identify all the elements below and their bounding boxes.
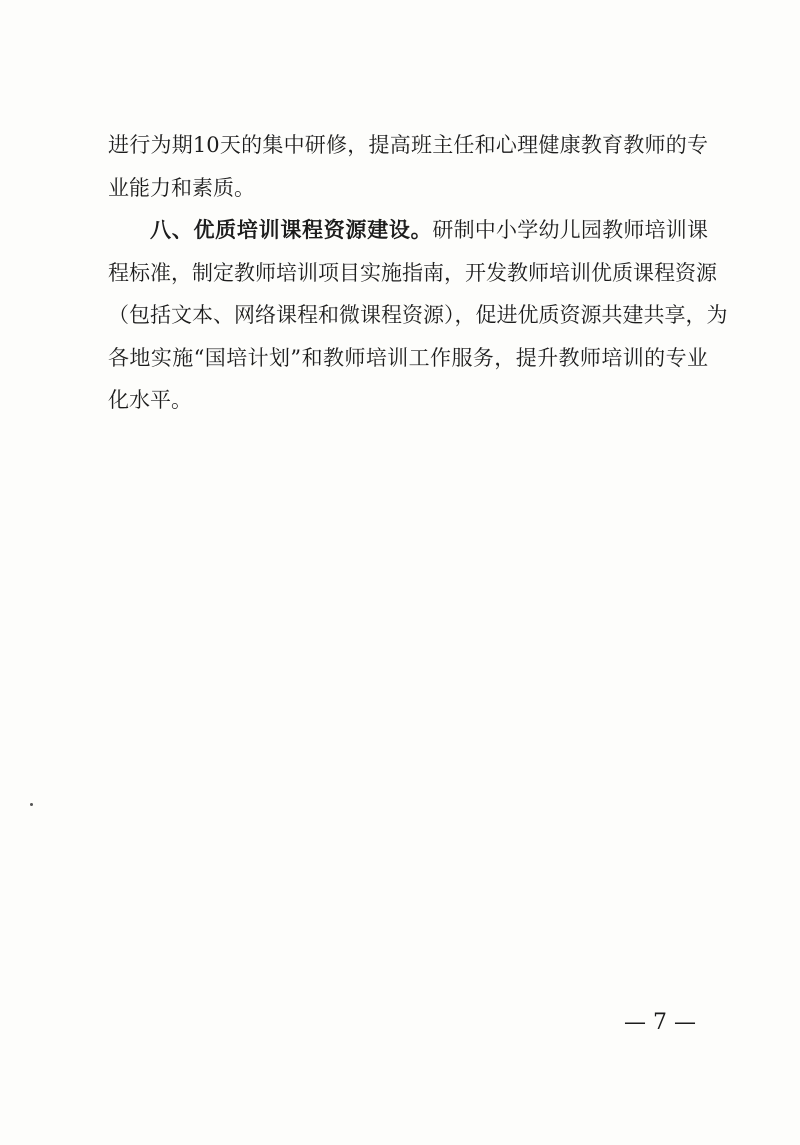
section-heading: 八、优质培训课程资源建设。 bbox=[150, 218, 433, 242]
page-number: — 7 — bbox=[624, 1010, 696, 1035]
paragraph-1-line-1: 进行为期10天的集中研修，提高班主任和心理健康教育教师的专 bbox=[108, 133, 708, 157]
paragraph-2-line-5: 化水平。 bbox=[108, 388, 192, 412]
paragraph-2-line-4: 各地实施“国培计划”和教师培训工作服务，提升教师培训的专业 bbox=[108, 345, 708, 370]
paragraph-1-line-2: 业能力和素质。 bbox=[108, 175, 255, 200]
scan-speck bbox=[30, 803, 33, 806]
paragraph-2-line-3: （包括文本、网络课程和微课程资源），促进优质资源共建共享，为 bbox=[108, 303, 728, 327]
paragraph-2-line-2: 程标准，制定教师培训项目实施指南，开发教师培训优质课程资源 bbox=[108, 260, 717, 285]
paragraph-2-line-1-text: 研制中小学幼儿园教师培训课 bbox=[432, 218, 708, 242]
paragraph-2-line-1 bbox=[108, 209, 708, 252]
document-body bbox=[108, 124, 728, 422]
